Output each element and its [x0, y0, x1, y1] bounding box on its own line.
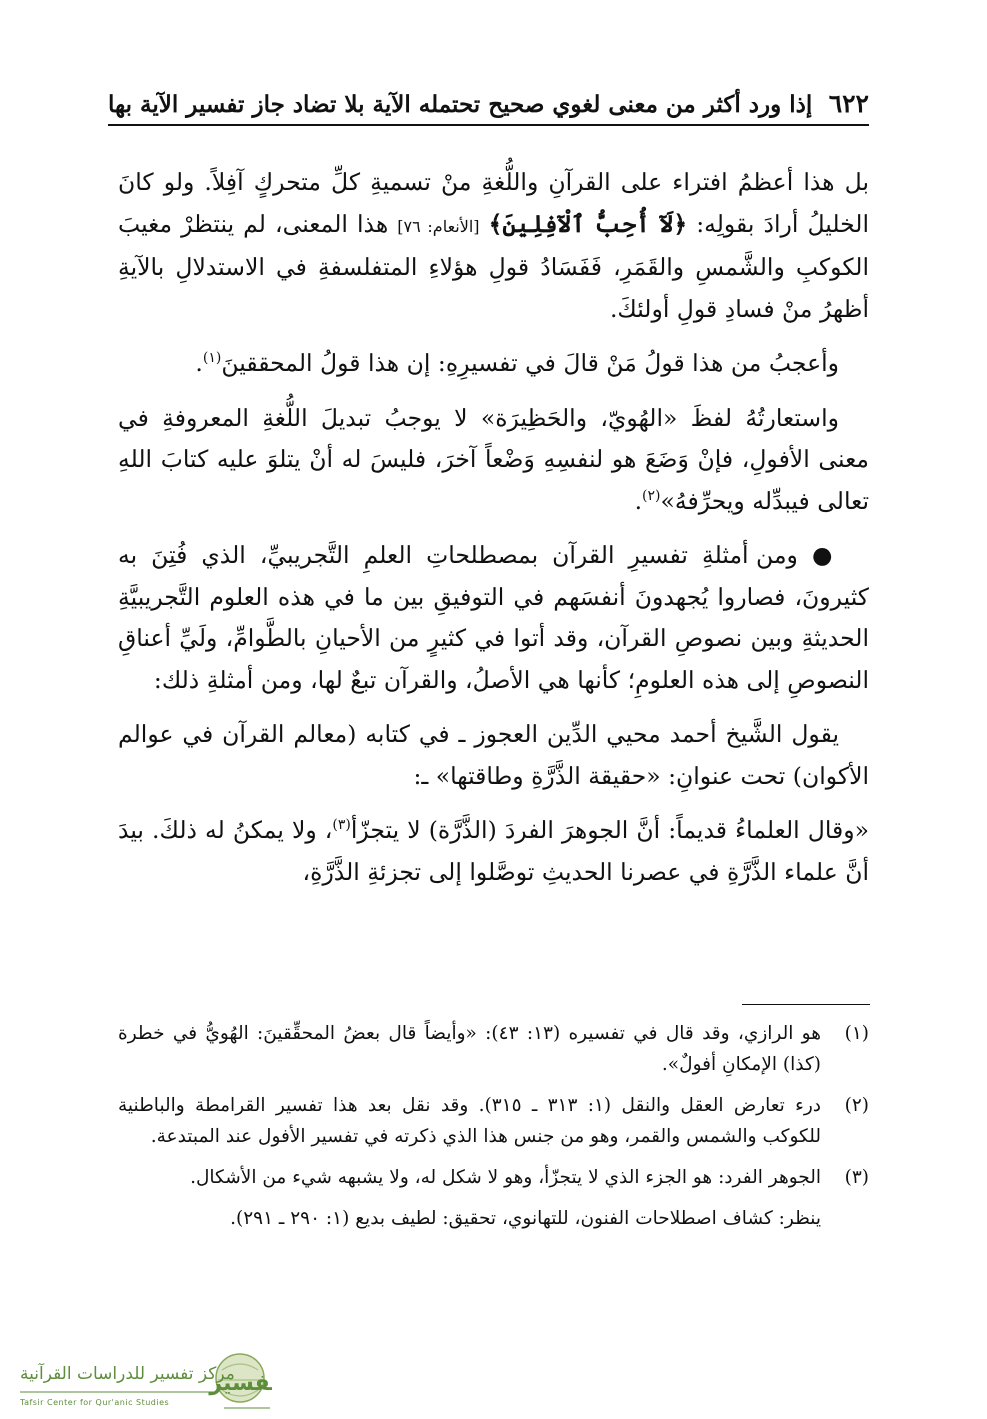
paragraph-5: يقول الشَّيخ أحمد محيي الدِّين العجوز ـ في كتابه (معالم القرآن في عوالم الأكوان) تحت عنوانِ: «حقيقة الذَّرَّةِ وطاقتها» ـ:: [118, 720, 869, 790]
tafsir-center-logo: [18, 1348, 272, 1412]
paragraph-4: ● ومن أمثلةِ تفسيرِ القرآن بمصطلحاتِ العلمِ التَّجريبيِّ، الذي فُتِنَ به كثيرونَ، فصاروا يُجهدونَ أنفسَهم في التوفيقِ بين ما في هذه العلوم التَّجريبيَّةِ الحديثةِ وبين نصوصِ القرآن، وقد أتوا في كثيرٍ من الأحيانِ بالطَّوامِّ، ولَيِّ أعناقِ النصوصِ إلى هذه العلومِ؛ كأنها هي الأصلُ، والقرآن تبعٌ لها، ومن أمثلةِ ذلك:: [118, 541, 869, 694]
footnote-item: [118, 1162, 869, 1193]
footnote-text: هو الرازي، وقد قال في تفسيره (١٣: ٤٣): «وأيضاً قال بعضُ المحقِّقينَ: الهُويُّ في خطرة (كذا) الإمكانِ أفولٌ».: [118, 1023, 821, 1075]
footnote-marker-3[interactable]: (٣): [332, 817, 351, 834]
page-number: ٦٢٢: [828, 89, 869, 118]
logo-arabic-word: تفسير: [209, 1371, 272, 1396]
footnotes: [118, 1018, 869, 1234]
footnote-marker-1[interactable]: (١): [202, 350, 222, 367]
paragraph-3: واستعارتُهُ لفظَ «الهُويّ، والحَظِيرَة» لا يوجبُ تبديلَ اللُّغةِ المعروفةِ في معنى الأفولِ، فإنْ وَضَعَ هو لنفسِهِ وَضْعاً آخرَ، فليسَ له أنْ يتلوَ عليه كتابَ اللهِ تعالى فيبدِّله ويحرِّفهُ»$^{(٢)}$.: [118, 403, 869, 515]
quran-verse: ﴿لَآ أُحِبُّ ٱلْآفِلِينَ﴾: [488, 209, 688, 238]
footnote-number: (١): [844, 1023, 869, 1044]
paragraph-1: بل هذا أعظمُ افتراء على القرآنِ واللُّغةِ منْ تسميةِ كلِّ متحركٍ آفِلاً. ولو كانَ الخليلُ أرادَ بقولِه: ﴿لَآ أُحِبُّ ٱلْآفِلِينَ﴾ [الأنعام: ٧٦] هذا المعنى، لم ينتظرْ مغيبَ الكوكبِ والشَّمسِ والقَمَرِ، فَفَسَادُ قولِ هؤلاءِ المتفلسفةِ في الاستدلالِ بالآيةِ أظهرُ منْ فسادِ قولِ أولئكَ.: [118, 168, 869, 323]
main-text: [118, 162, 869, 906]
footnote-extra: ينظر: كشاف اصطلاحات الفنون، للتهانوي، تحقيق: لطيف بديع (١: ٢٩٠ ـ ٢٩١).: [230, 1208, 821, 1229]
footnote-number: (٢): [844, 1095, 869, 1116]
logo-arabic-name: مركز تفسير للدراسات القرآنية: [20, 1364, 235, 1384]
paragraph-6: «وقال العلماءُ قديماً: أنَّ الجوهرَ الفردَ (الذَّرَّة) لا يتجزّأ$^{(٣)}$، ولا يمكنُ له ذلكَ. بيدَ أنَّ علماء الذَّرَّةِ في عصرنا الحديثِ توصَّلوا إلى تجزئةِ الذَّرَّةِ،: [118, 816, 869, 886]
footnote-item: [118, 1090, 869, 1152]
footnote-item: [118, 1018, 869, 1080]
bullet-icon: ●: [811, 541, 839, 569]
footnote-marker-2[interactable]: (٢): [642, 487, 661, 504]
logo-english-name: Tafsir Center for Qur'anic Studies: [20, 1398, 170, 1407]
footnote-number: (٣): [844, 1167, 869, 1188]
header-title: إذا ورد أكثر من معنى لغوي صحيح تحتمله الآية بلا تضاد جاز تفسير الآية بها: [108, 91, 813, 118]
paragraph-2: وأعجبُ من هذا قولُ مَنْ قالَ في تفسيرِهِ: إن هذا قولُ المحققينَ$^{(١)}$.: [195, 349, 839, 377]
verse-reference: [الأنعام: ٧٦]: [397, 216, 480, 236]
running-header: [108, 78, 869, 126]
footnote-text: الجوهر الفرد: هو الجزء الذي لا يتجزّأ، وهو لا شكل له، ولا يشبهه شيء من الأشكال.: [190, 1167, 821, 1188]
footnote-text: درء تعارض العقل والنقل (١: ٣١٣ ـ ٣١٥). وقد نقل بعد هذا تفسير القرامطة والباطنية للكوكب والشمس والقمر، وهو من جنس هذا الذي ذكرته في تفسير الأفول عند المبتدعة.: [118, 1095, 822, 1147]
footnote-divider: [742, 1004, 870, 1005]
